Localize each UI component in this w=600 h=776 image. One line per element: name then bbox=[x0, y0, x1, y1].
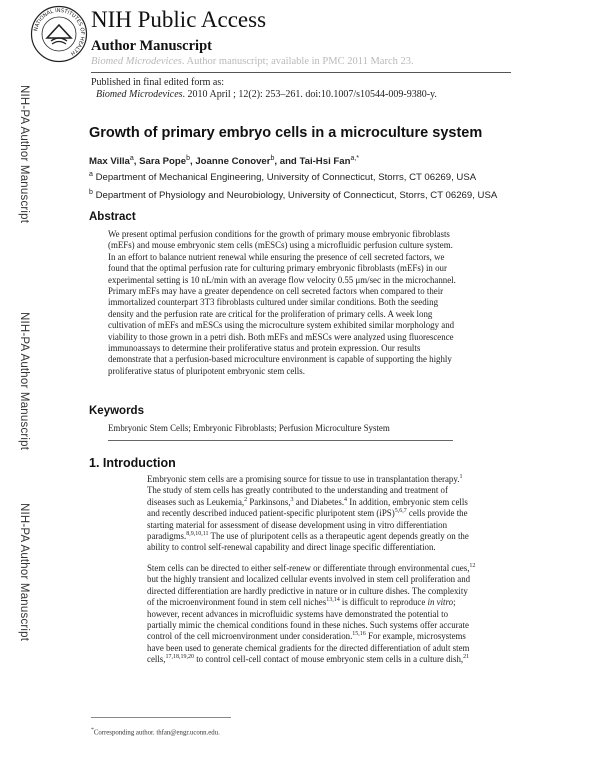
text-run: have been used to generate chemical gradients for the directed differentiation of adult stem bbox=[147, 642, 470, 653]
paragraph-line bbox=[147, 597, 475, 608]
sidebar-label-3: NIH-PA Author Manuscript bbox=[18, 503, 30, 642]
paragraph-line bbox=[147, 643, 475, 654]
citation-ref: 21 bbox=[463, 654, 470, 661]
text-run: control of the cell microenvironment under consideration. bbox=[147, 631, 353, 642]
text-run: but the highly transient and localized cellular events involved in stem cell proliferation and bbox=[147, 574, 471, 585]
paragraph-line bbox=[147, 508, 469, 519]
abstract-line: In an effort to balance nutrient renewal while ensuring the presence of cell secreted factors, we bbox=[108, 251, 445, 262]
text-run: The use of pluripotent cells as a therapeutic agent depends greatly on the bbox=[208, 531, 469, 542]
affiliation-text: Department of Mechanical Engineering, University of Connecticut, Storrs, CT 06269, USA bbox=[95, 172, 477, 184]
citation-details: . 2010 April ; 12(2): 253–261. doi:10.1007/s10544-009-9380-y. bbox=[182, 89, 437, 100]
citation-ref: 12 bbox=[469, 563, 476, 570]
citation-ref: 17,18,19,20 bbox=[165, 654, 194, 661]
text-run: of the microenvironment found in stem cell niches bbox=[147, 597, 327, 608]
paragraph-line bbox=[147, 654, 475, 665]
author-name: Joanne Conover bbox=[195, 156, 271, 168]
paragraph-line bbox=[147, 497, 469, 508]
paragraph-line bbox=[147, 574, 475, 585]
citation-journal: Biomed Microdevices bbox=[96, 89, 183, 100]
paragraph-line bbox=[147, 520, 469, 531]
paragraph-line bbox=[147, 485, 469, 496]
text-run: Stem cells can be directed to either self-renew or differentiate through environmental cues, bbox=[147, 563, 470, 573]
introduction-paragraph-1 bbox=[147, 474, 469, 554]
affiliation-text: Department of Physiology and Neurobiology, University of Connecticut, Storrs, CT 06269, USA bbox=[95, 190, 498, 202]
author-affiliation-mark: b bbox=[186, 155, 190, 162]
citation-ref: 4 bbox=[344, 496, 348, 503]
author-name: Max Villa bbox=[89, 156, 130, 168]
text-run: cells, bbox=[147, 654, 166, 665]
paragraph-line bbox=[147, 631, 475, 642]
text-run: paradigms. bbox=[147, 531, 187, 542]
text-run: is difficult to reproduce bbox=[339, 597, 428, 608]
abstract-line: Primary mEFs may have a greater dependence on cell secreted factors when compared to their bbox=[108, 286, 444, 297]
keywords-divider bbox=[108, 440, 453, 441]
introduction-heading: 1. Introduction bbox=[89, 456, 176, 470]
paragraph-line bbox=[147, 609, 475, 620]
author-affiliation-mark: a bbox=[129, 155, 134, 162]
nih-seal-logo bbox=[30, 5, 88, 63]
paragraph-line bbox=[147, 563, 475, 574]
text-run: ability to control self-renewal capability and direct linage specific differentiation. bbox=[147, 542, 436, 553]
text-run: directed differentiation are hardly predictive in nature or in culture dishes. The complexity bbox=[147, 585, 468, 596]
text-run: partially mimic the chemical conditions found in these niches. Such systems offer accurate bbox=[147, 620, 469, 631]
abstract-body bbox=[108, 229, 456, 377]
keywords-text: Embryonic Stem Cells; Embryonic Fibroblasts; Perfusion Microculture System bbox=[108, 423, 390, 433]
affiliation-mark: b bbox=[89, 189, 93, 196]
emphasis-text: in vitro bbox=[427, 597, 454, 608]
availability-text: . Author manuscript; available in PMC 2011 March 23. bbox=[181, 56, 414, 67]
abstract-line: viability to those grown in a petri dish. Both mEFs and mESCs were analyzed using fluorescence bbox=[108, 331, 454, 342]
affiliation-mark: a bbox=[89, 171, 93, 178]
abstract-line: demonstrate that a perfusion-based microculture environment is capable of supporting the highly bbox=[108, 354, 452, 365]
text-run: and Diabetes. bbox=[293, 496, 345, 507]
sidebar-label-2: NIH-PA Author Manuscript bbox=[18, 312, 30, 451]
text-run: starting material for assessment of disease development using in vitro differentiation bbox=[147, 519, 448, 530]
published-label: Published in final edited form as: bbox=[91, 77, 225, 88]
citation-ref: 13,14 bbox=[326, 597, 340, 604]
author-affiliation-mark: a,* bbox=[350, 155, 360, 162]
text-run: In addition, embryonic stem cells bbox=[347, 496, 468, 507]
text-run: and recently described induced patient-specific pluripotent stem (iPS) bbox=[147, 508, 395, 519]
availability-notice bbox=[91, 56, 414, 67]
sidebar-label-1: NIH-PA Author Manuscript bbox=[18, 85, 30, 224]
abstract-heading: Abstract bbox=[89, 211, 136, 223]
abstract-line: cultivation of mEFs and mESCs using the microculture system exhibited similar morphology and bbox=[108, 320, 455, 331]
footnote-mark: * bbox=[91, 727, 94, 733]
abstract-line: experimental setting is 10 nL/min with an average flow velocity 0.55 μm/sec in the microchannel. bbox=[108, 274, 456, 285]
paragraph-line bbox=[147, 620, 475, 631]
author-manuscript-subtitle: Author Manuscript bbox=[91, 38, 212, 54]
introduction-paragraph-2 bbox=[147, 563, 475, 666]
nih-public-access-title: NIH Public Access bbox=[91, 7, 267, 32]
abstract-line: We present optimal perfusion conditions for the growth of primary mouse embryonic fibroblasts bbox=[108, 229, 450, 239]
citation-ref: 2 bbox=[244, 496, 248, 503]
text-run: ; bbox=[453, 597, 456, 608]
text-run: however, recent advances in microfluidic systems have demonstrated the potential to bbox=[147, 608, 449, 619]
sidebar-margin bbox=[8, 85, 30, 735]
text-run: to control cell-cell contact of mouse embryonic stem cells in a culture dish, bbox=[193, 654, 464, 665]
paragraph-line bbox=[147, 586, 475, 597]
author-name: Sara Pope bbox=[139, 156, 187, 168]
text-run: Parkinsons, bbox=[247, 496, 291, 507]
paragraph-line bbox=[147, 542, 469, 553]
keywords-heading: Keywords bbox=[89, 405, 144, 417]
abstract-line: found that the optimal perfusion rate for culturing primary embryonic fibroblasts (mEFs) in our bbox=[108, 263, 447, 274]
corresponding-author-footnote bbox=[91, 727, 220, 736]
author-list: Max Villa$^a$, Sara Pope$^b$, Joanne Conover$^b$, and Tai-Hsi Fan$^{a,*}$ bbox=[89, 155, 360, 168]
abstract-line: proliferative status of pluripotent embryonic stem cells. bbox=[108, 365, 305, 376]
abstract-line: immortalized counterpart 3T3 fibroblasts cultured under similar conditions. Both the seeding bbox=[108, 297, 439, 308]
citation-ref: 8,9,10,11 bbox=[186, 531, 209, 538]
affiliation-b bbox=[89, 189, 497, 201]
citation-ref: 5,6,7 bbox=[394, 508, 407, 515]
text-run: The study of stem cells has greatly contributed to the understanding and treatment of bbox=[147, 485, 448, 496]
text-run: Embryonic stem cells are a promising source for tissue to use in transplantation therapy. bbox=[147, 474, 460, 484]
abstract-line: immunoassays to determine their proliferative status and protein expression. Our results bbox=[108, 343, 421, 354]
article-title: Growth of primary embryo cells in a microculture system bbox=[89, 125, 483, 141]
text-run: cells provide the bbox=[406, 508, 468, 519]
footnote-divider bbox=[91, 717, 231, 718]
affiliation-a bbox=[89, 171, 476, 183]
seal-text: NATIONAL INSTITUTES OF HEALTH bbox=[33, 7, 86, 57]
footnote-text: Corresponding author. thfan@engr.uconn.edu. bbox=[93, 729, 220, 737]
text-run: For example, microsystems bbox=[365, 631, 466, 642]
text-run: diseases such as Leukemia, bbox=[147, 496, 245, 507]
citation-ref: 15,16 bbox=[352, 631, 366, 638]
availability-journal: Biomed Microdevices bbox=[91, 56, 182, 67]
header-divider bbox=[91, 72, 511, 73]
citation-ref: 3 bbox=[290, 496, 294, 503]
author-affiliation-mark: b bbox=[270, 155, 275, 162]
paragraph-line bbox=[147, 474, 469, 485]
paragraph-line bbox=[147, 531, 469, 542]
citation-ref: 1 bbox=[459, 474, 463, 481]
abstract-line: (mEFs) and mouse embryonic stem cells (mESCs) using a microfluidic perfusion culture system. bbox=[108, 240, 453, 251]
publication-citation bbox=[96, 89, 437, 100]
abstract-line: density and the perfusion rate are critical for the proliferation of primary cells. A week long bbox=[108, 308, 433, 319]
author-name: Tai-Hsi Fan bbox=[299, 156, 351, 168]
